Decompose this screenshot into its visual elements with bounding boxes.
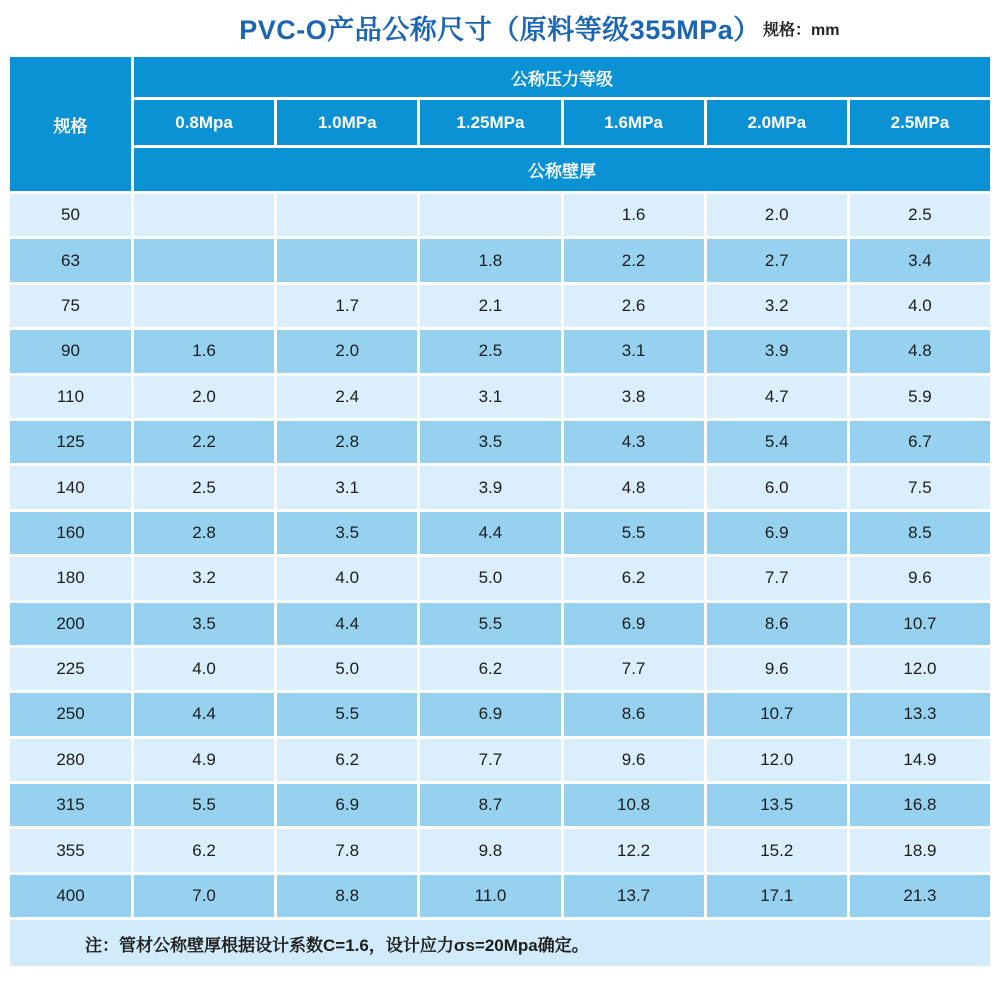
wall-thickness-value: 4.4 — [134, 693, 274, 735]
table-row — [10, 330, 990, 372]
table-row — [10, 693, 990, 735]
wall-thickness-value: 18.9 — [850, 829, 990, 871]
wall-thickness-value: 5.0 — [277, 648, 417, 690]
row-spec-label: 125 — [10, 421, 131, 463]
wall-thickness-value: 3.1 — [564, 330, 704, 372]
pressure-level-header: 0.8Mpa — [134, 100, 274, 145]
wall-thickness-value: 3.1 — [420, 376, 560, 418]
pressure-level-header: 1.0MPa — [277, 100, 417, 145]
table-header — [10, 57, 990, 191]
footnote-bar — [10, 920, 990, 966]
row-spec-label: 63 — [10, 239, 131, 281]
table-row — [10, 421, 990, 463]
wall-thickness-value: 5.0 — [420, 557, 560, 599]
wall-thickness-value: 2.6 — [564, 285, 704, 327]
wall-thickness-value — [277, 194, 417, 236]
wall-thickness-value: 10.8 — [564, 784, 704, 826]
wall-thickness-value: 4.0 — [134, 648, 274, 690]
wall-thickness-value: 4.0 — [850, 285, 990, 327]
table-row — [10, 784, 990, 826]
wall-thickness-value: 6.9 — [277, 784, 417, 826]
wall-thickness-value: 3.9 — [420, 466, 560, 508]
wall-thickness-value: 4.7 — [707, 376, 847, 418]
row-spec-label: 250 — [10, 693, 131, 735]
wall-thickness-value: 6.2 — [420, 648, 560, 690]
pressure-level-header: 1.6MPa — [564, 100, 704, 145]
wall-thickness-value: 3.9 — [707, 330, 847, 372]
wall-thickness-value: 13.5 — [707, 784, 847, 826]
wall-thickness-value: 10.7 — [850, 603, 990, 645]
wall-thickness-value: 6.9 — [707, 512, 847, 554]
wall-thickness-value: 2.0 — [707, 194, 847, 236]
table-row — [10, 739, 990, 781]
wall-thickness-value: 2.2 — [564, 239, 704, 281]
row-spec-label: 50 — [10, 194, 131, 236]
table-row — [10, 648, 990, 690]
row-spec-label: 355 — [10, 829, 131, 871]
table-row — [10, 285, 990, 327]
wall-thickness-value: 6.9 — [564, 603, 704, 645]
pressure-level-header: 1.25MPa — [420, 100, 560, 145]
wall-thickness-value — [277, 239, 417, 281]
page-title: PVC-O产品公称尺寸（原料等级355MPa） — [239, 15, 761, 45]
wall-thickness-value: 5.5 — [134, 784, 274, 826]
wall-thickness-value: 5.5 — [277, 693, 417, 735]
wall-thickness-value: 1.7 — [277, 285, 417, 327]
wall-thickness-value: 6.0 — [707, 466, 847, 508]
wall-thickness-value: 2.8 — [134, 512, 274, 554]
wall-thickness-value: 21.3 — [850, 875, 990, 917]
wall-thickness-value: 2.5 — [850, 194, 990, 236]
wall-thickness-value: 2.5 — [420, 330, 560, 372]
wall-thickness-value: 2.7 — [707, 239, 847, 281]
footnote-text: 注：管材公称壁厚根据设计系数C=1.6，设计应力σs=20Mpa确定。 — [85, 935, 589, 955]
wall-thickness-value: 16.8 — [850, 784, 990, 826]
wall-thickness-value: 8.6 — [564, 693, 704, 735]
table-row — [10, 239, 990, 281]
wall-thickness-value: 13.7 — [564, 875, 704, 917]
wall-thickness-value: 13.3 — [850, 693, 990, 735]
wall-thickness-value: 5.5 — [564, 512, 704, 554]
wall-thickness-value: 7.5 — [850, 466, 990, 508]
wall-thickness-value: 6.2 — [134, 829, 274, 871]
wall-thickness-value: 1.8 — [420, 239, 560, 281]
wall-thickness-value: 1.6 — [134, 330, 274, 372]
wall-thickness-value: 2.0 — [277, 330, 417, 372]
table-body — [10, 194, 990, 917]
wall-thickness-value: 8.5 — [850, 512, 990, 554]
wall-thickness-value: 3.8 — [564, 376, 704, 418]
wall-thickness-value: 14.9 — [850, 739, 990, 781]
wall-thickness-value: 2.4 — [277, 376, 417, 418]
wall-thickness-value: 4.4 — [277, 603, 417, 645]
wall-thickness-value: 12.0 — [850, 648, 990, 690]
wall-thickness-value: 1.6 — [564, 194, 704, 236]
wall-thickness-value: 2.5 — [134, 466, 274, 508]
table-row — [10, 875, 990, 917]
table-row — [10, 557, 990, 599]
wall-thickness-value: 11.0 — [420, 875, 560, 917]
wall-thickness-value: 9.6 — [707, 648, 847, 690]
table-row — [10, 512, 990, 554]
wall-thickness-value — [134, 194, 274, 236]
row-spec-label: 400 — [10, 875, 131, 917]
wall-thickness-value: 9.6 — [850, 557, 990, 599]
wall-thickness-value: 9.8 — [420, 829, 560, 871]
wall-thickness-value: 7.7 — [707, 557, 847, 599]
wall-thickness-value — [134, 285, 274, 327]
wall-thickness-value: 5.4 — [707, 421, 847, 463]
thickness-group-header: 公称壁厚 — [134, 148, 990, 191]
wall-thickness-value: 4.0 — [277, 557, 417, 599]
row-spec-label: 225 — [10, 648, 131, 690]
title-bar — [0, 0, 1000, 57]
row-spec-label: 180 — [10, 557, 131, 599]
wall-thickness-value: 3.5 — [277, 512, 417, 554]
wall-thickness-value: 4.3 — [564, 421, 704, 463]
wall-thickness-value: 4.8 — [850, 330, 990, 372]
spec-column-header: 规格 — [10, 57, 131, 191]
wall-thickness-value: 8.6 — [707, 603, 847, 645]
wall-thickness-value: 3.4 — [850, 239, 990, 281]
row-spec-label: 200 — [10, 603, 131, 645]
wall-thickness-value: 3.2 — [134, 557, 274, 599]
wall-thickness-value: 3.5 — [134, 603, 274, 645]
wall-thickness-value: 4.9 — [134, 739, 274, 781]
table-row — [10, 829, 990, 871]
row-spec-label: 75 — [10, 285, 131, 327]
pressure-group-header: 公称压力等级 — [134, 57, 990, 97]
wall-thickness-value — [420, 194, 560, 236]
wall-thickness-value: 7.7 — [564, 648, 704, 690]
wall-thickness-value: 2.1 — [420, 285, 560, 327]
wall-thickness-value: 17.1 — [707, 875, 847, 917]
pressure-level-header: 2.5MPa — [850, 100, 990, 145]
wall-thickness-value: 3.5 — [420, 421, 560, 463]
row-spec-label: 140 — [10, 466, 131, 508]
wall-thickness-value: 9.6 — [564, 739, 704, 781]
wall-thickness-value: 3.2 — [707, 285, 847, 327]
wall-thickness-value: 3.1 — [277, 466, 417, 508]
wall-thickness-value: 5.5 — [420, 603, 560, 645]
table-row — [10, 376, 990, 418]
row-spec-label: 160 — [10, 512, 131, 554]
unit-label: 规格：mm — [763, 22, 840, 39]
wall-thickness-value: 12.0 — [707, 739, 847, 781]
wall-thickness-value: 6.2 — [564, 557, 704, 599]
wall-thickness-value: 4.4 — [420, 512, 560, 554]
table-row — [10, 603, 990, 645]
wall-thickness-value: 5.9 — [850, 376, 990, 418]
wall-thickness-value: 7.7 — [420, 739, 560, 781]
wall-thickness-value: 7.8 — [277, 829, 417, 871]
table-row — [10, 194, 990, 236]
pressure-level-header: 2.0MPa — [707, 100, 847, 145]
row-spec-label: 315 — [10, 784, 131, 826]
row-spec-label: 110 — [10, 376, 131, 418]
wall-thickness-value: 6.2 — [277, 739, 417, 781]
wall-thickness-value: 7.0 — [134, 875, 274, 917]
table-row — [10, 466, 990, 508]
wall-thickness-value: 8.7 — [420, 784, 560, 826]
wall-thickness-value: 10.7 — [707, 693, 847, 735]
wall-thickness-value: 4.8 — [564, 466, 704, 508]
spec-table — [10, 57, 990, 966]
wall-thickness-value: 6.7 — [850, 421, 990, 463]
wall-thickness-value: 15.2 — [707, 829, 847, 871]
wall-thickness-value — [134, 239, 274, 281]
row-spec-label: 90 — [10, 330, 131, 372]
wall-thickness-value: 8.8 — [277, 875, 417, 917]
wall-thickness-value: 2.2 — [134, 421, 274, 463]
row-spec-label: 280 — [10, 739, 131, 781]
wall-thickness-value: 2.0 — [134, 376, 274, 418]
wall-thickness-value: 2.8 — [277, 421, 417, 463]
wall-thickness-value: 6.9 — [420, 693, 560, 735]
wall-thickness-value: 12.2 — [564, 829, 704, 871]
